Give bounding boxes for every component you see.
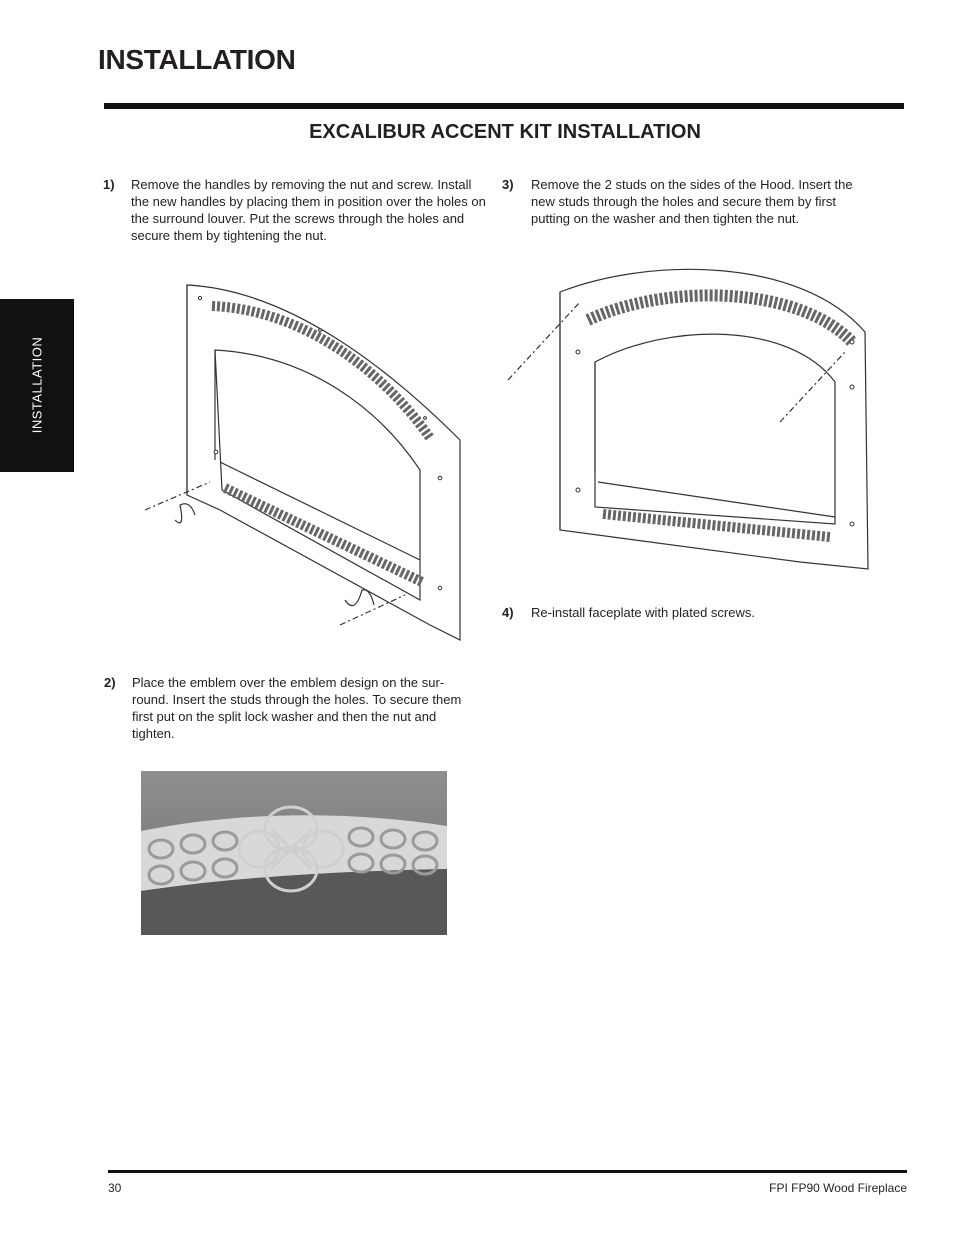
step-1-number: 1) <box>103 177 115 192</box>
surround-hood-studs-diagram <box>500 262 880 572</box>
step-1-text: Remove the handles by removing the nut and screw. Install the new handles by placing them in position over the holes on the surround louver. Put the screws through the holes and secure them by tightening the nut. <box>131 177 486 243</box>
side-tab <box>0 299 74 472</box>
step-3-number: 3) <box>502 177 514 192</box>
step-2-number: 2) <box>104 675 116 690</box>
surround-handles-diagram <box>130 270 480 650</box>
footer-divider <box>108 1170 907 1173</box>
step-3-text: Remove the 2 studs on the sides of the Hood. Insert the new studs through the holes and secure them by first putting on the washer and then tighten the nut. <box>531 177 853 226</box>
page-title: INSTALLATION <box>98 44 296 75</box>
section-title: EXCALIBUR ACCENT KIT INSTALLATION <box>309 121 701 143</box>
document-name: FPI FP90 Wood Fireplace <box>769 1181 907 1195</box>
step-4-text: Re-install faceplate with plated screws. <box>531 605 755 620</box>
top-divider <box>104 103 904 109</box>
page-number: 30 <box>108 1181 122 1195</box>
side-tab-label: INSTALLATION <box>29 336 45 434</box>
step-4-number: 4) <box>502 605 514 620</box>
emblem-photo <box>141 771 447 935</box>
step-2-text: Place the emblem over the emblem design on the sur-round. Insert the studs through the holes. To secure them first put on the split lock washer and then the nut and tighten. <box>132 675 462 741</box>
